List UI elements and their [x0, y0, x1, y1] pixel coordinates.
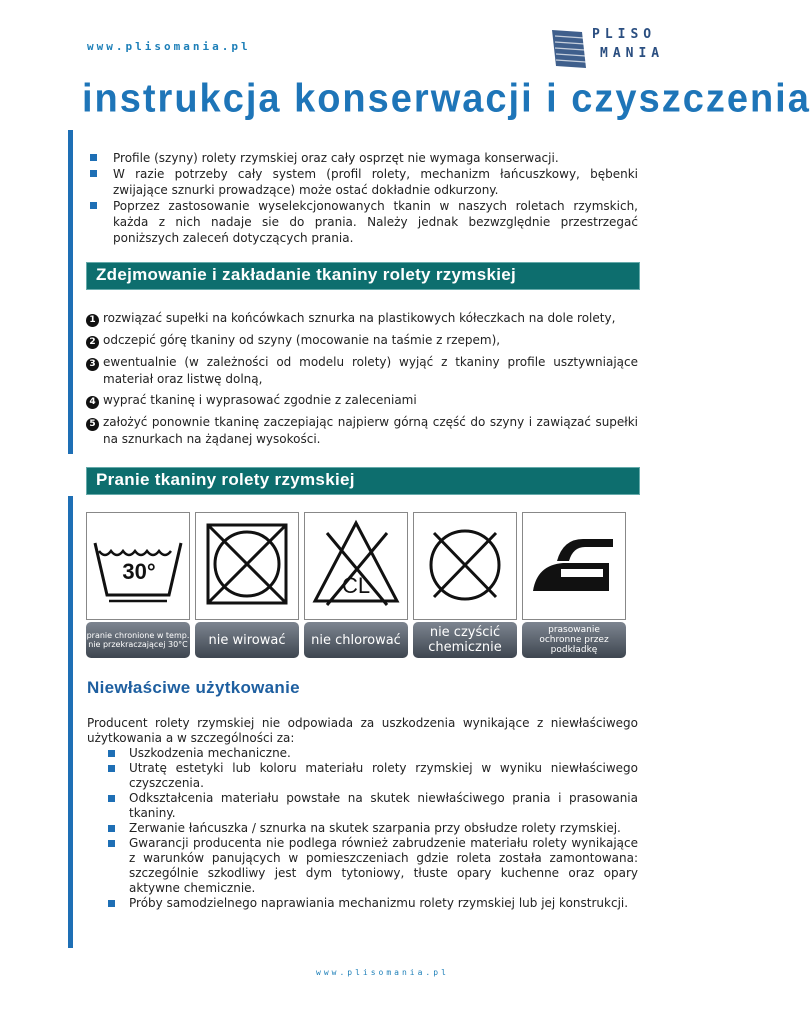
care-label-text: nie chlorować — [311, 632, 401, 648]
accent-bar-bottom — [68, 496, 73, 948]
list-item — [88, 166, 638, 198]
list-item-text: Gwarancji producenta nie podlega również zabrudzenie materiału rolety wynikające z warunków panujących w pomieszczeniach gdzie roleta została zamontowana: szczególnie szkodliwy jest dym tytoniowy, tłuste opary kuchenne oraz opary aktywne chemicznie. — [129, 836, 638, 895]
iron-icon — [522, 512, 626, 620]
list-item — [88, 198, 638, 246]
no-tumble-dry-icon — [195, 512, 299, 620]
care-label-text: nie wirować — [208, 632, 286, 648]
care-label-no-spin — [195, 622, 299, 658]
bullet-square-icon — [90, 170, 97, 177]
step-number-icon: 3 — [86, 358, 99, 371]
svg-text:CL: CL — [341, 573, 371, 598]
list-item — [104, 761, 638, 791]
bullet-square-icon — [108, 750, 115, 757]
wash-30-icon — [86, 512, 190, 620]
step-text: ewentualnie (w zależności od modelu rolety) wyjąć z tkaniny profile usztywniające materiał oraz listwę dolną, — [103, 355, 638, 386]
bullet-square-icon — [108, 900, 115, 907]
logo-text-top: PLISO — [592, 27, 657, 42]
list-item — [104, 821, 638, 836]
list-item-text: Utratę estetyki lub koloru materiału rolety rzymskiej w wyniku niewłaściwego czyszczenia. — [129, 761, 638, 790]
care-label-no-dry-clean — [413, 622, 517, 658]
step-item — [86, 354, 638, 387]
list-item-text: Odkształcenia materiału powstałe na skutek niewłaściwego prania i prasowania tkaniny. — [129, 791, 638, 820]
list-item — [104, 836, 638, 896]
section-header-removal — [86, 262, 640, 290]
step-text: odczepić górę tkaniny od szyny (mocowanie na taśmie z rzepem), — [103, 333, 501, 347]
section-header-washing — [86, 467, 640, 495]
intro-list — [88, 150, 638, 246]
misuse-intro: Producent rolety rzymskiej nie odpowiada za uszkodzenia wynikające z niewłaściwego użytkowania a w szczególności za: — [87, 716, 638, 745]
section-title-misuse: Niewłaściwe użytkowanie — [87, 678, 300, 697]
svg-text:30°: 30° — [122, 559, 156, 584]
step-item — [86, 414, 638, 447]
step-text: rozwiązać supełki na końcówkach sznurka na plastikowych kółeczkach na dole rolety, — [103, 311, 616, 325]
list-item — [104, 746, 638, 761]
step-text: założyć ponownie tkaninę zaczepiając najpierw górną część do szyny i zawiązać supełki na sznurkach na żądanej wysokości. — [103, 415, 638, 446]
step-item — [86, 392, 638, 409]
footer-site-url[interactable]: www.plisomania.pl — [316, 968, 449, 977]
page-title: instrukcja konserwacji i czyszczenia — [82, 76, 811, 122]
list-item-text: Próby samodzielnego naprawiania mechanizmu rolety rzymskiej lub jej konstrukcji. — [129, 896, 629, 910]
step-item — [86, 310, 638, 327]
list-item — [88, 150, 638, 166]
list-item — [104, 791, 638, 821]
step-number-icon: 5 — [86, 418, 99, 431]
bullet-square-icon — [108, 840, 115, 847]
accent-bar-top — [68, 130, 73, 454]
step-number-icon: 4 — [86, 396, 99, 409]
step-item — [86, 332, 638, 349]
section-title: Zdejmowanie i zakładanie tkaniny rolety rzymskiej — [96, 265, 517, 284]
section-title: Pranie tkaniny rolety rzymskiej — [96, 470, 355, 489]
care-label-text: prasowanie ochronne przez podkładkę — [539, 625, 609, 655]
step-number-icon: 2 — [86, 336, 99, 349]
bullet-square-icon — [108, 825, 115, 832]
bullet-square-icon — [90, 154, 97, 161]
removal-steps — [86, 310, 638, 452]
no-dry-clean-icon — [413, 512, 517, 620]
bullet-square-icon — [90, 202, 97, 209]
no-bleach-icon — [304, 512, 408, 620]
care-label-no-bleach — [304, 622, 408, 658]
care-label-text: nie czyścić chemicznie — [428, 625, 502, 655]
list-item-text: Zerwanie łańcuszka / sznurka na skutek szarpania przy obsłudze rolety rzymskiej. — [129, 821, 621, 835]
care-label-iron — [522, 622, 626, 658]
step-number-icon: 1 — [86, 314, 99, 327]
site-url[interactable]: www.plisomania.pl — [87, 40, 251, 53]
step-text: wyprać tkaninę i wyprasować zgodnie z zaleceniami — [103, 393, 417, 407]
logo-text-bottom: MANIA — [600, 46, 665, 61]
list-item-text: W razie potrzeby cały system (profil rolety, mechanizm łańcuszkowy, bębenki zwijające sznurki prowadzące) może ostać dokładnie odkurzony. — [113, 167, 638, 197]
bullet-square-icon — [108, 765, 115, 772]
bullet-square-icon — [108, 795, 115, 802]
care-label-text: pranie chronione w temp. nie przekraczającej 30°C — [86, 631, 190, 649]
list-item-text: Poprzez zastosowanie wyselekcjonowanych tkanin w naszych roletach rzymskich, każda z nich nadaje sie do prania. Należy jednak bezwzględnie przestrzegać poniższych zaleceń dotyczących prania. — [113, 199, 638, 245]
list-item-text: Profile (szyny) rolety rzymskiej oraz cały osprzęt nie wymaga konserwacji. — [113, 151, 559, 165]
list-item — [104, 896, 638, 911]
list-item-text: Uszkodzenia mechaniczne. — [129, 746, 291, 760]
care-label-wash — [86, 622, 190, 658]
misuse-list — [104, 746, 638, 911]
